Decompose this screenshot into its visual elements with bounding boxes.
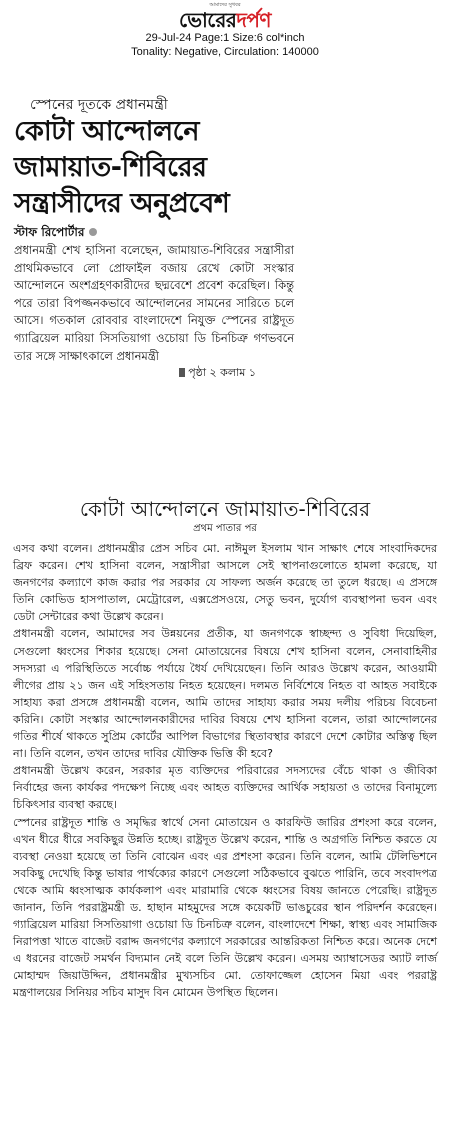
article-kicker: স্পেনের দূতকে প্রধানমন্ত্রী [30, 97, 168, 113]
continuation-paragraph: প্রধানমন্ত্রী বলেন, আমাদের সব উন্নয়নের প্রতীক, যা জনগণকে স্বাচ্ছন্দ্য ও সুবিধা দিয়েছিল, সেগুলো ধ্বংসের শিকার হয়েছে। সেনা মোতায়েনের বিষয়ে শেখ হাসিনা বলেন, সেনাবাহিনীর সদস্যরা এ পরিস্থিতিতে সর্বোচ্চ পর্যায়ে ধৈর্য দেখিয়েছেন। তিনি আরও উল্লেখ করেন, আওয়ামী লীগের প্রায় ২১ জন এই সহিংসতায় নিহত হয়েছেন। দলমত নির্বিশেষে নিহত বা আহত সবাইকে সাহায্য করা প্রসঙ্গে প্রধানমন্ত্রী বলেন, আমি তাদের সাহায্য করার সময় দলীয় পরিচয় বিবেচনা করিনি। কোটা সংস্কার আন্দোলনকারীদের দাবির বিষয়ে শেখ হাসিনা বলেন, তারা আন্দোলনের গতির শীর্ষে থাকতে সুপ্রিম কোর্টের আপিল বিভাগের স্থিতাবস্থার কারণে দেশে কোটার অস্তিত্ব ছিল না। তিনি বলেন, তখন তাদের দাবির যৌক্তিক ভিত্তি কী হবে? [13, 627, 437, 761]
masthead-tagline: আমাদের সুখবর [209, 2, 241, 8]
newspaper-logo [0, 9, 450, 31]
square-bullet-icon [179, 368, 185, 377]
jump-reference [14, 365, 294, 381]
logo-part-1: ভোরের [178, 8, 237, 32]
continuation-paragraph: এসব কথা বলেন। প্রধানমন্ত্রীর প্রেস সচিব মো. নাঈমুল ইসলাম খান সাক্ষাৎ শেষে সাংবাদিকদের ব্রিফ করেন। শেখ হাসিনা বলেন, সন্ত্রাসীরা আসলে সেই স্থাপনাগুলোতে হামলা করেছে, যা জনগণের কল্যাণে কাজ করার পর সরকার যে সাফল্য অর্জন করেছে তা তুলে ধরছে। এ প্রসঙ্গে তিনি কোভিড হাসপাতাল, মেট্রোরেল, এক্সপ্রেসওয়ে, সেতু ভবন, দুর্যোগ ব্যবস্থাপনা ভবন এবং ডেটা সেন্টারের কথা উল্লেখ করেন। [13, 542, 437, 624]
front-page-clipping [14, 92, 294, 487]
byline: স্টাফ রিপোর্টার [14, 225, 85, 239]
continuation-subhead: প্রথম পাতার পর [193, 523, 257, 534]
continuation-clipping [13, 496, 437, 1126]
clip-meta-line-2: Tonality: Negative, Circulation: 140000 [131, 46, 319, 58]
headline-line-2: জামায়াত-শিবিরের [14, 152, 207, 183]
jump-text: পৃষ্ঠা ২ কলাম ১ [188, 366, 256, 380]
headline-line-1: কোটা আন্দোলনে [14, 116, 200, 147]
clip-meta-line-1: 29-Jul-24 Page:1 Size:6 col*inch [145, 32, 305, 44]
byline-row [14, 224, 294, 240]
headline-line-3: সন্ত্রাসীদের অনুপ্রবেশ [14, 188, 230, 219]
masthead [0, 0, 450, 92]
continuation-paragraph: প্রধানমন্ত্রী উল্লেখ করেন, সরকার মৃত ব্যক্তিদের পরিবারের সদস্যদের বেঁচে থাকা ও জীবিকা নির্বাহের জন্য কার্যকর পদক্ষেপ নিচ্ছে এবং আহত ব্যক্তিদের আর্থিক সহায়তা ও তাদের বিনামূল্যে চিকিৎসার ব্যবস্থা করছে। [13, 764, 437, 812]
logo-part-2: দর্পণ [236, 8, 272, 32]
continuation-body [13, 540, 437, 1002]
bullet-icon [89, 228, 97, 236]
continuation-paragraph: স্পেনের রাষ্ট্রদূত শান্তি ও সমৃদ্ধির স্বার্থে সেনা মোতায়েন ও কারফিউ জারির প্রশংসা করে বলেন, এখন ধীরে ধীরে সবকিছুর উন্নতি হচ্ছে। রাষ্ট্রদূত উল্লেখ করেন, শান্তি ও অগ্রগতি নিশ্চিত করতে যে ব্যবস্থা নেওয়া হয়েছে তা তিনি বোঝেন এবং এর প্রশংসা করেন। তিনি বলেন, আমি টেলিভিশনে সবকিছু দেখেছি কিন্তু ভাষার পার্থক্যের কারণে সেগুলো সঠিকভাবে বুঝতে পারিনি, তবে সংবাদপত্র থেকে আমি ধ্বংসাত্মক কার্যকলাপ এবং মারামারি থেকে ধ্বংসের বিষয় জানতে পেরেছি। রাষ্ট্রদূত জানান, তিনি পররাষ্ট্রমন্ত্রী ড. হাছান মাহমুদের সঙ্গে কয়েকটি ভাঙচুরের স্থান পরিদর্শন করেছেন। গ্যাব্রিয়েল মারিয়া সিসতিয়াগা ওচোয়া ডি চিনচিত্রু বলেন, বাংলাদেশে শিক্ষা, স্বাস্থ্য এবং সামাজিক নিরাপত্তা খাতে বাজেট বরাদ্দ জনগণের কল্যাণে সরকারের আন্তরিকতা নিশ্চিত করে। অনেক দেশে এ ধরনের বাজেট সমর্থন বিদ্যমান নেই বলে তিনি উল্লেখ করেন। এসময় অ্যাম্বাসেডর অ্যাট লার্জ মোহাম্মদ জিয়াউদ্দিন, প্রধানমন্ত্রীর মুখ্যসচিব মো. তোফাজ্জেল হোসেন মিয়া এবং পররাষ্ট্র মন্ত্রণালয়ের সিনিয়র সচিব মাসুদ বিন মোমেন উপস্থিত ছিলেন। [13, 815, 437, 1000]
continuation-headline: কোটা আন্দোলনে জামায়াত-শিবিরের [79, 497, 371, 521]
article-body: প্রধানমন্ত্রী শেখ হাসিনা বলেছেন, জামায়াত-শিবিরের সন্ত্রাসীরা প্রাথমিকভাবে লো প্রোফাইল বজায় রেখে কোটা সংস্কার আন্দোলনে অংশগ্রহণকারীদের ছদ্মবেশে প্রবেশ করেছিল। কিন্তু পরে তারা বিপজ্জনকভাবে আন্দোলনের সামনের সারিতে চলে আসে। গতকাল রোববার বাংলাদেশে নিযুক্ত স্পেনের রাষ্ট্রদূত গ্যাব্রিয়েল মারিয়া সিসতিয়াগা ওচোয়া ডি চিনচিত্রু গণভবনে তার সঙ্গে সাক্ষাৎকালে প্রধানমন্ত্রী [14, 243, 294, 363]
